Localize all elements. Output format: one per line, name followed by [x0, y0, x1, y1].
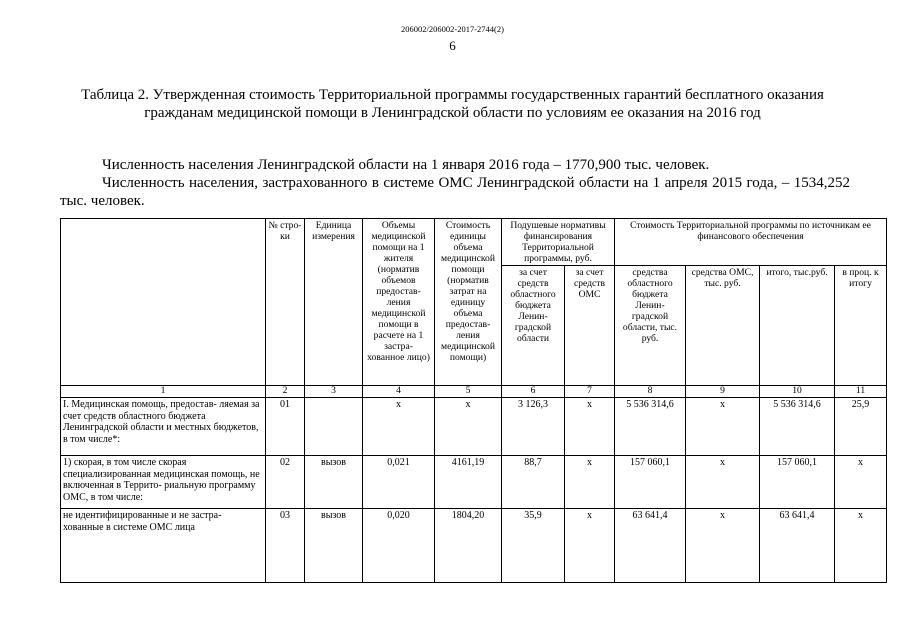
- unit-cell: вызов: [305, 456, 363, 509]
- cost-percent-cell: х: [835, 456, 887, 509]
- per-capita-oms-cell: х: [565, 456, 615, 509]
- cost-regional-cell: 5 536 314,6: [615, 398, 686, 456]
- table-row: [61, 456, 887, 509]
- column-number: 7: [565, 386, 615, 398]
- volume-cell: 0,020: [363, 509, 435, 583]
- column-number: 5: [435, 386, 502, 398]
- cost-oms-cell: х: [686, 456, 760, 509]
- cost-table: [60, 218, 887, 583]
- document-id: 206002/206002-2017-2744(2): [401, 24, 504, 34]
- per-capita-regional-cell: 3 126,3: [502, 398, 565, 456]
- header-cost-group: Стоимость Территориальной программы по источникам ее финансового обеспечения: [615, 219, 887, 266]
- table-title-line-1: Таблица 2. Утвержденная стоимость Территориальной программы государственных гарантий бесплатного оказания: [81, 87, 824, 103]
- column-number: 3: [305, 386, 363, 398]
- unit-cost-cell: 1804,20: [435, 509, 502, 583]
- insured-population-paragraph: Численность населения, застрахованного в системе ОМС Ленинградской области на 1 апреля 2015 года, – 1534,252 тыс. человек.: [60, 175, 850, 209]
- header-per-capita-regional: за счет средств областного бюджета Ленин- градской области: [502, 266, 565, 386]
- header-cost-total: итого, тыс.руб.: [760, 266, 835, 386]
- header-cost-percent: в проц. к итогу: [835, 266, 887, 386]
- header-unit: Единица измерения: [305, 219, 363, 386]
- column-number: 10: [760, 386, 835, 398]
- table-title: [60, 86, 845, 122]
- header-row-number: № стро- ки: [266, 219, 305, 386]
- page-number: 6: [449, 38, 456, 53]
- header-cost-regional: средства областного бюджета Ленин- градской области, тыс. руб.: [615, 266, 686, 386]
- unit-cost-cell: х: [435, 398, 502, 456]
- row-name: не идентифицированные и не застра- хованные в системе ОМС лица: [61, 509, 266, 583]
- cost-percent-cell: 25,9: [835, 398, 887, 456]
- cost-percent-cell: х: [835, 509, 887, 583]
- cost-oms-cell: х: [686, 509, 760, 583]
- unit-cell: вызов: [305, 509, 363, 583]
- column-number: 2: [266, 386, 305, 398]
- population-paragraph: Численность населения Ленинградской области на 1 января 2016 года – 1770,900 тыс. человек.: [102, 157, 710, 173]
- per-capita-oms-cell: х: [565, 398, 615, 456]
- per-capita-regional-cell: 35,9: [502, 509, 565, 583]
- column-number: 1: [61, 386, 266, 398]
- header-name-cell: [61, 219, 266, 386]
- header-volume: Объемы медицинской помощи на 1 жителя (норматив объемов предостав- ления медицинской помощи в расчете на 1 застра- хованное лицо): [363, 219, 435, 386]
- table-row: [61, 509, 887, 583]
- header-cost-oms: средства ОМС, тыс. руб.: [686, 266, 760, 386]
- cost-total-cell: 63 641,4: [760, 509, 835, 583]
- row-number-cell: 02: [266, 456, 305, 509]
- volume-cell: х: [363, 398, 435, 456]
- table-title-line-2: гражданам медицинской помощи в Ленинградской области по условиям ее оказания на 2016 год: [144, 105, 761, 121]
- row-name: 1) скорая, в том числе скорая специализированная медицинская помощь, не включенная в Террито- риальную программу ОМС, в том числе:: [61, 456, 266, 509]
- table-row: [61, 398, 887, 456]
- cost-oms-cell: х: [686, 398, 760, 456]
- column-number: 6: [502, 386, 565, 398]
- header-unit-cost: Стоимость единицы объема медицинской помощи (норматив затрат на единицу объема предостав- ления медицинской помощи): [435, 219, 502, 386]
- cost-total-cell: 157 060,1: [760, 456, 835, 509]
- column-number: 8: [615, 386, 686, 398]
- header-per-capita-group: Подушевые нормативы финансирования Территориальной программы, руб.: [502, 219, 615, 266]
- unit-cost-cell: 4161,19: [435, 456, 502, 509]
- column-numbers-row: [61, 386, 887, 398]
- row-name: I. Медицинская помощь, предостав- ляемая за счет средств областного бюджета Ленинградской области и местных бюджетов, в том числе*:: [61, 398, 266, 456]
- column-number: 9: [686, 386, 760, 398]
- per-capita-regional-cell: 88,7: [502, 456, 565, 509]
- column-number: 4: [363, 386, 435, 398]
- volume-cell: 0,021: [363, 456, 435, 509]
- row-number-cell: 03: [266, 509, 305, 583]
- cost-total-cell: 5 536 314,6: [760, 398, 835, 456]
- cost-regional-cell: 157 060,1: [615, 456, 686, 509]
- column-number: 11: [835, 386, 887, 398]
- cost-regional-cell: 63 641,4: [615, 509, 686, 583]
- unit-cell: [305, 398, 363, 456]
- row-number-cell: 01: [266, 398, 305, 456]
- per-capita-oms-cell: х: [565, 509, 615, 583]
- header-per-capita-oms: за счет средств ОМС: [565, 266, 615, 386]
